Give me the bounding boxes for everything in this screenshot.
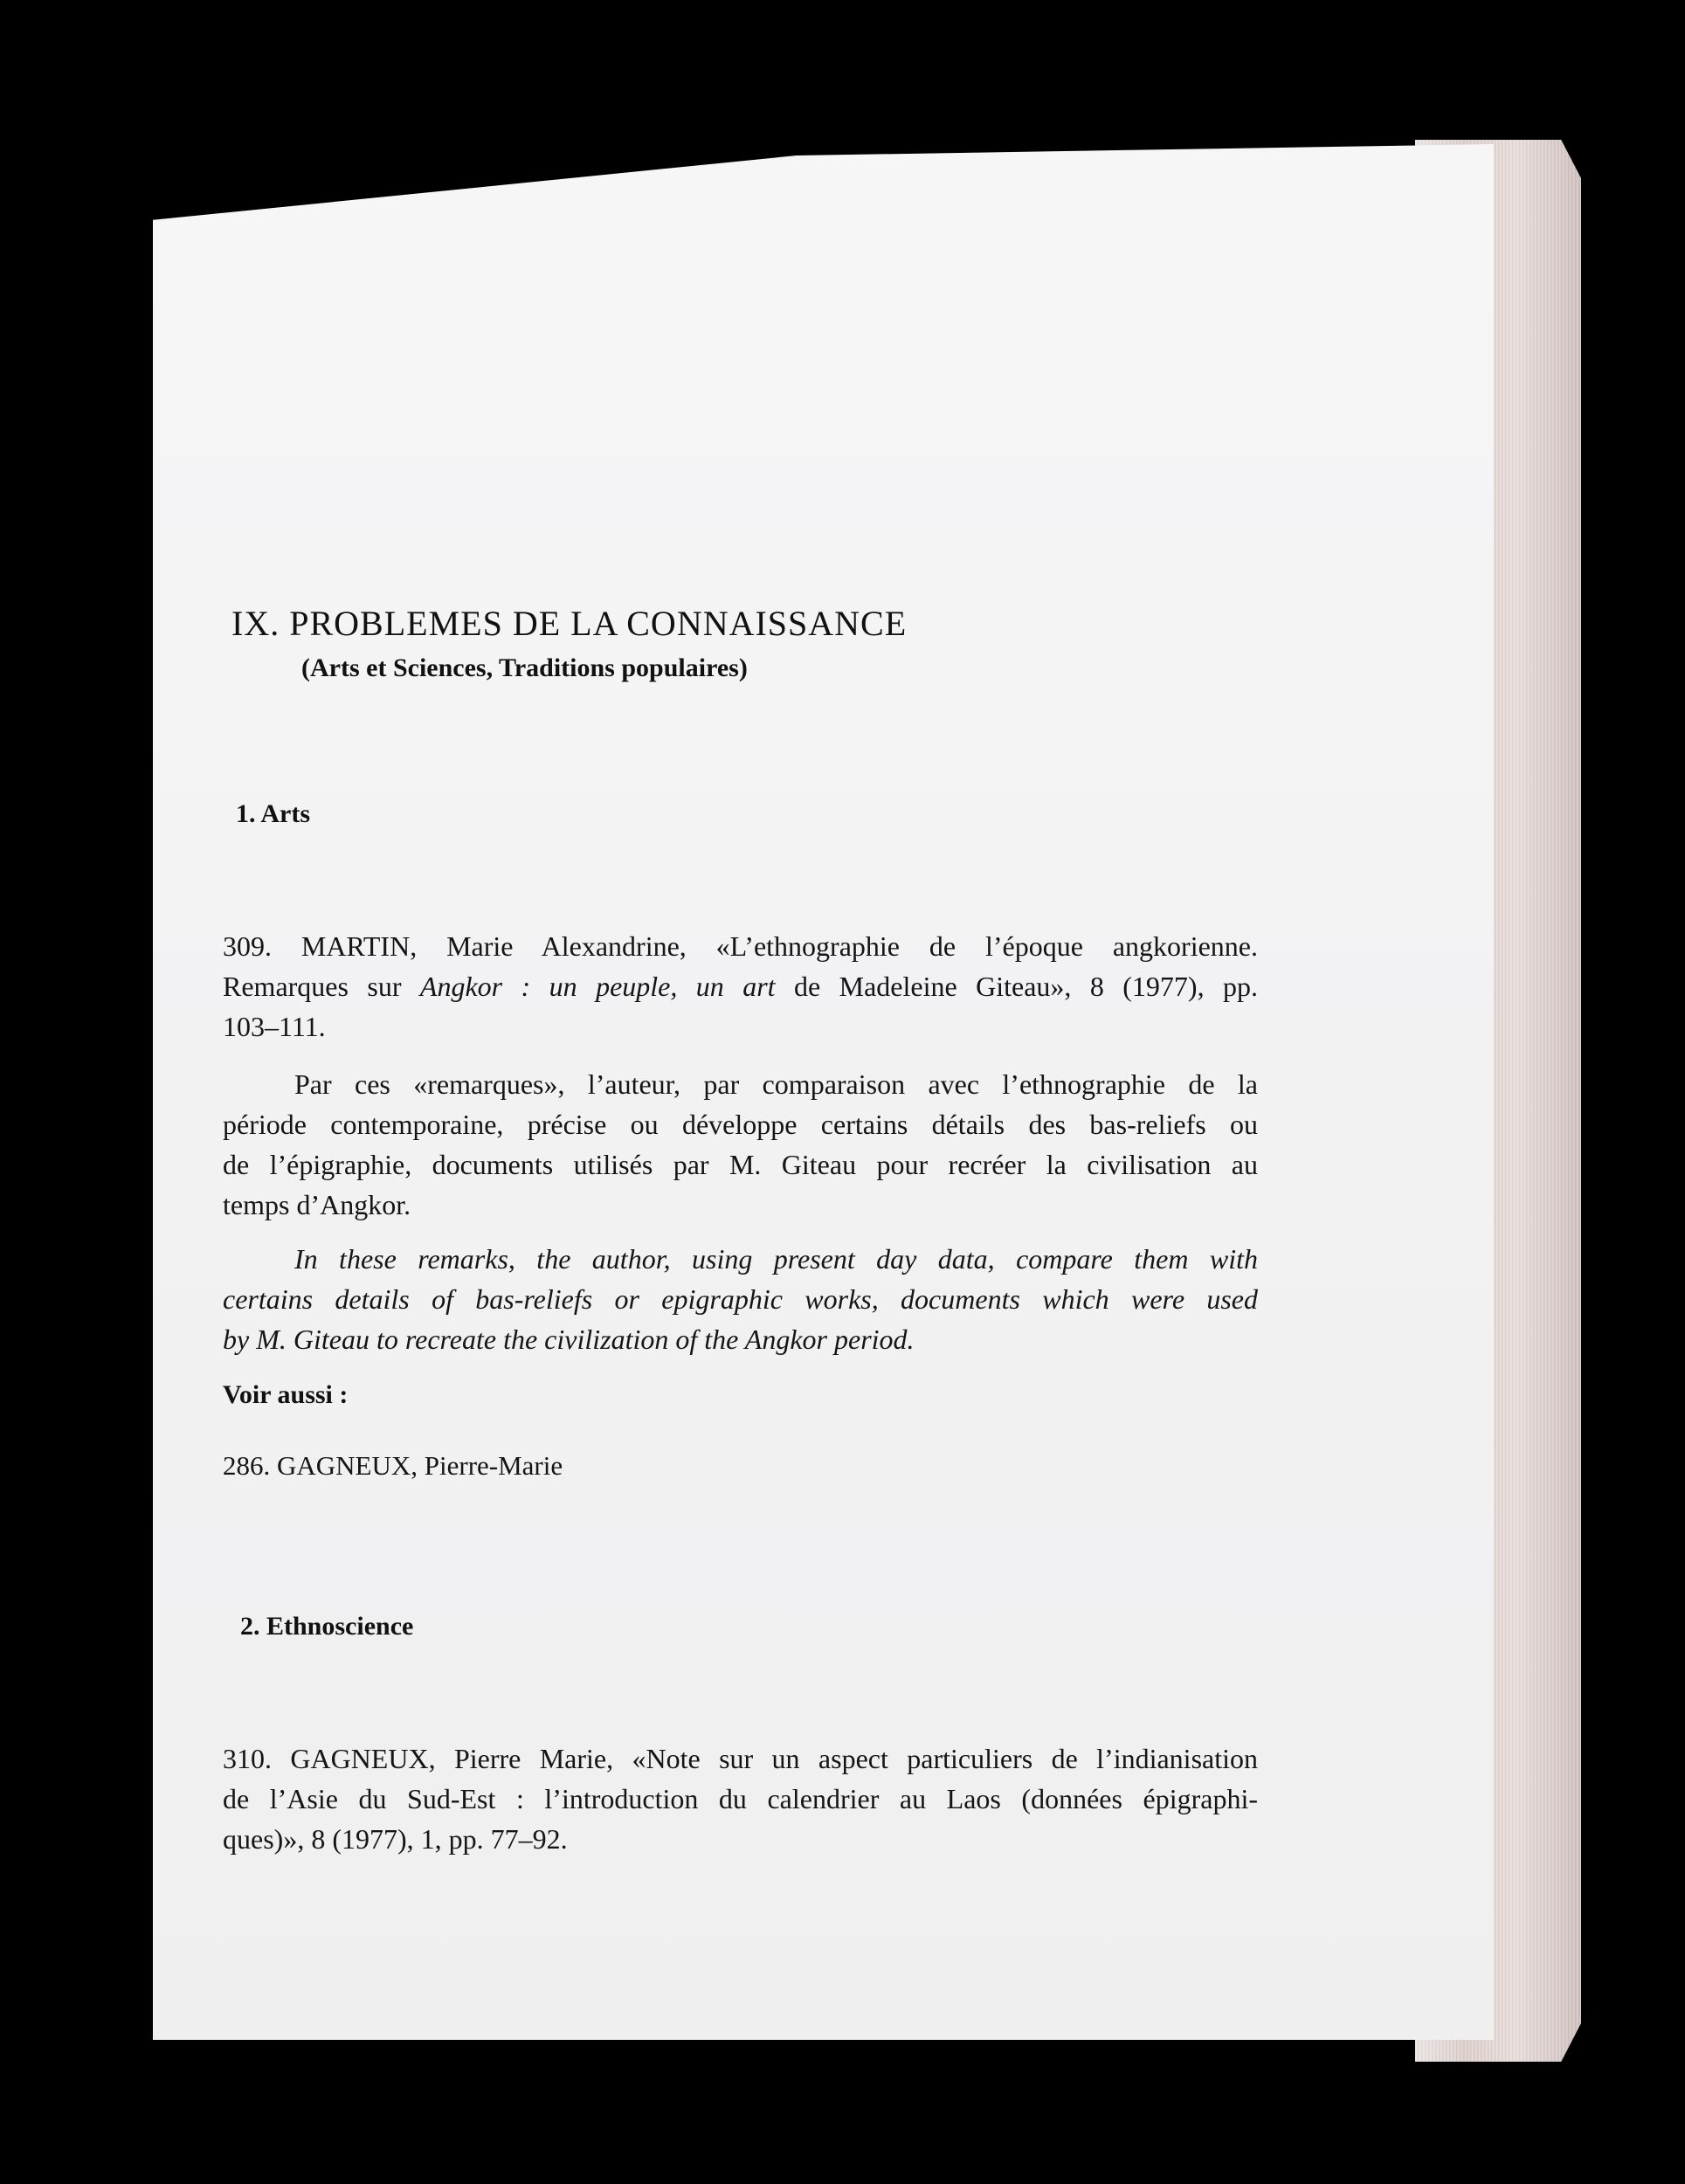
entry-310: [223, 1738, 1258, 1859]
entry-310-line-2: de l’Asie du Sud-Est : l’introduction du calendrier au Laos (données épigraphi-: [223, 1783, 1258, 1814]
summary-fr-line-2: période contemporaine, précise ou développe certains détails des bas-reliefs ou: [223, 1109, 1258, 1140]
summary-english: [223, 1239, 1258, 1359]
summary-en-line-3: by M. Giteau to recreate the civilization of the Angkor period.: [223, 1324, 915, 1355]
chapter-subtitle: (Arts et Sciences, Traditions populaires): [301, 653, 748, 682]
summary-fr-line-1: Par ces «remarques», l’auteur, par comparaison avec l’ethnographie de la: [294, 1068, 1258, 1100]
entry-309-book-title: Angkor : un peuple, un art: [419, 971, 776, 1002]
summary-french: [223, 1064, 1258, 1225]
entry-309-line-2: [223, 966, 1258, 1006]
entry-309-line-1: 309. MARTIN, Marie Alexandrine, «L’ethnographie de l’époque angkorienne.: [223, 930, 1258, 962]
entry-310-line-3: ques)», 8 (1977), 1, pp. 77–92.: [223, 1823, 568, 1855]
summary-en-line-2: certains details of bas-reliefs or epigraphic works, documents which were used: [223, 1283, 1258, 1315]
section-heading-arts: 1. Arts: [236, 799, 310, 828]
entry-309-line-3: 103–111.: [223, 1011, 326, 1042]
summary-fr-line-3: de l’épigraphie, documents utilisés par M. Giteau pour recréer la civilisation au: [223, 1149, 1258, 1180]
entry-309: [223, 926, 1258, 1047]
chapter-title: IX. PROBLEMES DE LA CONNAISSANCE: [231, 604, 908, 643]
summary-fr-line-4: temps d’Angkor.: [223, 1189, 411, 1220]
see-also-label: Voir aussi :: [223, 1380, 349, 1409]
see-also-reference: 286. GAGNEUX, Pierre-Marie: [223, 1450, 563, 1481]
entry-309-line-2-head: Remarques sur: [223, 971, 420, 1002]
summary-en-line-1: In these remarks, the author, using present day data, compare them with: [294, 1243, 1258, 1275]
entry-309-line-2-tail: de Madeleine Giteau», 8 (1977), pp.: [775, 971, 1259, 1002]
entry-310-line-1: 310. GAGNEUX, Pierre Marie, «Note sur un aspect particuliers de l’indianisation: [223, 1743, 1258, 1774]
section-heading-ethnoscience: 2. Ethnoscience: [240, 1612, 414, 1641]
